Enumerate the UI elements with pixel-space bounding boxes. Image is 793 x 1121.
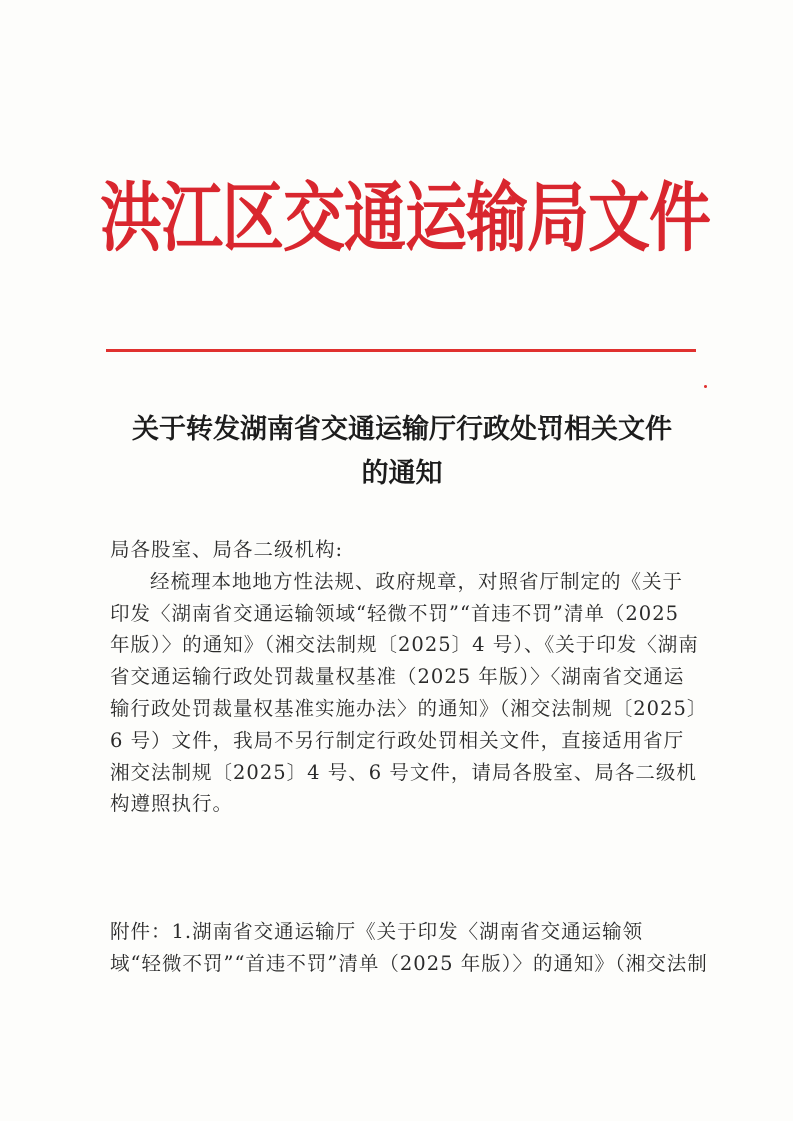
document-body bbox=[110, 534, 706, 820]
document-title bbox=[96, 408, 708, 496]
red-divider-rule bbox=[106, 349, 696, 352]
document-title-line: 关于转发湖南省交通运输厅行政处罚相关文件 bbox=[132, 414, 672, 445]
body-line: 构遵照执行。 bbox=[110, 792, 234, 816]
attachment-section bbox=[110, 916, 706, 980]
attachment-line: 域“轻微不罚”“首违不罚”清单（2025 年版）〉的通知》（湘交法制 bbox=[110, 951, 708, 975]
body-line: 印发〈湖南省交通运输领域“轻微不罚”“首违不罚”清单（2025 bbox=[110, 601, 680, 625]
red-mark bbox=[704, 385, 707, 388]
document-title-line: 的通知 bbox=[361, 458, 443, 489]
body-line: 6 号）文件，我局不另行制定行政处罚相关文件，直接适用省厅 bbox=[110, 728, 685, 752]
addressee-line: 局各股室、局各二级机构: bbox=[110, 538, 344, 561]
body-line: 年版）〉的通知》（湘交法制规〔2025〕4 号）、《关于印发〈湖南 bbox=[110, 633, 699, 657]
body-line: 经梳理本地地方性法规、政府规章，对照省厅制定的《关于 bbox=[150, 569, 684, 593]
body-line: 湘交法制规〔2025〕4 号、6 号文件，请局各股室、局各二级机 bbox=[110, 760, 697, 784]
body-line: 输行政处罚裁量权基准实施办法〉的通知》（湘交法制规〔2025〕 bbox=[110, 696, 708, 720]
body-line: 省交通运输行政处罚裁量权基准（2025 年版）〉〈湖南省交通运 bbox=[110, 665, 685, 689]
org-header-title: 洪江区交通运输局文件 bbox=[100, 173, 711, 263]
attachment-line: 附件：1.湖南省交通运输厅《关于印发〈湖南省交通运输领 bbox=[110, 920, 644, 943]
